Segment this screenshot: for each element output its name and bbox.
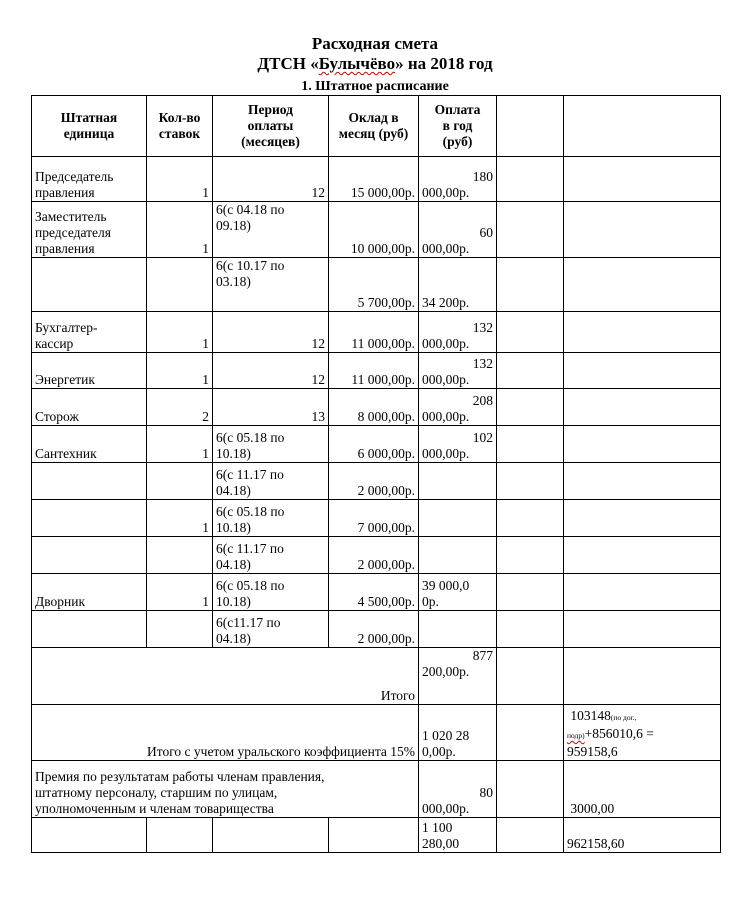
cell-period: 6(с 05.18 по 10.18) <box>213 500 329 537</box>
header-unit: Штатная единица <box>32 96 147 157</box>
cell-note <box>564 463 721 500</box>
cell-salary: 6 000,00р. <box>329 426 419 463</box>
cell-count <box>147 258 213 312</box>
header-notes <box>564 96 721 157</box>
cell-unit <box>32 500 147 537</box>
cell-note <box>564 426 721 463</box>
cell-salary: 5 700,00р. <box>329 258 419 312</box>
table-row <box>32 202 721 258</box>
cell-period: 6(с 11.17 по 04.18) <box>213 463 329 500</box>
section-title: 1. Штатное расписание <box>301 79 449 94</box>
cell-period: 6(с 04.18 по 09.18) <box>213 202 329 258</box>
cell-unit: Председатель правления <box>32 157 147 202</box>
cell-empty <box>497 258 564 312</box>
cell-salary: 11 000,00р. <box>329 353 419 389</box>
ural-total-note: 103148(по дог., подр)+856010,6 = 959158,6 <box>564 705 721 761</box>
subtitle-part-c: » на 2018 год <box>395 54 493 73</box>
cell-unit: Дворник <box>32 574 147 611</box>
cell-note <box>564 648 721 705</box>
cell-empty <box>497 611 564 648</box>
bonus-value: 80 000,00р. <box>419 761 497 818</box>
cell-year: 34 200р. <box>419 258 497 312</box>
cell-salary: 10 000,00р. <box>329 202 419 258</box>
cell-note <box>564 353 721 389</box>
cell-note <box>564 157 721 202</box>
cell-unit <box>32 611 147 648</box>
cell-count <box>147 611 213 648</box>
cell-salary: 11 000,00р. <box>329 312 419 353</box>
cell-period: 6(с 05.18 по 10.18) <box>213 574 329 611</box>
cell-empty <box>497 353 564 389</box>
cell-salary: 15 000,00р. <box>329 157 419 202</box>
cell-note <box>564 500 721 537</box>
table-row <box>32 157 721 202</box>
cell-count: 1 <box>147 312 213 353</box>
cell-empty <box>497 157 564 202</box>
cell-empty <box>497 389 564 426</box>
cell-year <box>419 611 497 648</box>
cell-unit: Энергетик <box>32 353 147 389</box>
cell-empty <box>497 312 564 353</box>
cell-year: 132 000,00р. <box>419 353 497 389</box>
cell-year <box>419 500 497 537</box>
cell-unit <box>32 463 147 500</box>
cell-salary: 2 000,00р. <box>329 611 419 648</box>
cell-count: 1 <box>147 202 213 258</box>
cell-salary: 7 000,00р. <box>329 500 419 537</box>
cell-count: 2 <box>147 389 213 426</box>
cell-period: 6(с 11.17 по 04.18) <box>213 537 329 574</box>
cell-salary: 4 500,00р. <box>329 574 419 611</box>
table-row <box>32 611 721 648</box>
cell-empty <box>497 648 564 705</box>
cell-unit <box>32 258 147 312</box>
cell-count: 1 <box>147 426 213 463</box>
cell-period: 12 <box>213 353 329 389</box>
cell-empty <box>497 761 564 818</box>
cell-empty <box>147 818 213 853</box>
subtitle-part-a: ДТСН « <box>257 54 319 73</box>
grand-total-note: 962158,60 <box>564 818 721 853</box>
cell-note <box>564 312 721 353</box>
cell-unit: Заместитель председателя правления <box>32 202 147 258</box>
table-row <box>32 426 721 463</box>
cell-empty <box>497 574 564 611</box>
cell-note <box>564 389 721 426</box>
table-row <box>32 537 721 574</box>
staff-table <box>31 95 721 853</box>
cell-year: 60 000,00р. <box>419 202 497 258</box>
ural-total-value: 1 020 28 0,00р. <box>419 705 497 761</box>
cell-salary: 2 000,00р. <box>329 537 419 574</box>
cell-period: 6(с 10.17 по 03.18) <box>213 258 329 312</box>
cell-note <box>564 258 721 312</box>
cell-empty <box>497 818 564 853</box>
document-title: Расходная смета <box>311 34 439 53</box>
cell-salary: 2 000,00р. <box>329 463 419 500</box>
cell-unit: Сторож <box>32 389 147 426</box>
cell-year: 180 000,00р. <box>419 157 497 202</box>
cell-count <box>147 537 213 574</box>
cell-note <box>564 574 721 611</box>
cell-year: 132 000,00р. <box>419 312 497 353</box>
total-value: 877 200,00р. <box>419 648 497 705</box>
ural-total-label: Итого с учетом уральского коэффициента 15% <box>32 705 419 761</box>
cell-year: 102 000,00р. <box>419 426 497 463</box>
cell-empty <box>32 818 147 853</box>
header-empty <box>497 96 564 157</box>
cell-empty <box>497 463 564 500</box>
grand-total-value: 1 100 280,00 <box>419 818 497 853</box>
grand-total-row <box>32 818 721 853</box>
cell-count <box>147 463 213 500</box>
cell-count: 1 <box>147 157 213 202</box>
cell-year: 39 000,0 0р. <box>419 574 497 611</box>
ural-total-row <box>32 705 721 761</box>
table-header-row <box>32 96 721 157</box>
header-salary: Оклад в месяц (руб) <box>329 96 419 157</box>
table-row <box>32 353 721 389</box>
cell-period: 6(с11.17 по 04.18) <box>213 611 329 648</box>
cell-period: 12 <box>213 312 329 353</box>
subtitle-name: Булычёво <box>318 54 396 73</box>
table-row <box>32 258 721 312</box>
table-row <box>32 574 721 611</box>
cell-empty <box>497 500 564 537</box>
cell-empty <box>497 426 564 463</box>
cell-year <box>419 537 497 574</box>
cell-empty <box>497 705 564 761</box>
cell-note <box>564 537 721 574</box>
cell-unit: Сантехник <box>32 426 147 463</box>
cell-count: 1 <box>147 574 213 611</box>
table-row <box>32 389 721 426</box>
cell-empty <box>497 202 564 258</box>
table-row <box>32 500 721 537</box>
cell-period: 12 <box>213 157 329 202</box>
cell-salary: 8 000,00р. <box>329 389 419 426</box>
bonus-note: 3000,00 <box>564 761 721 818</box>
cell-empty <box>329 818 419 853</box>
bonus-label: Премия по результатам работы членам правления, штатному персоналу, старшим по улицам, уполномоченным и членам товарищества <box>32 761 419 818</box>
cell-period: 13 <box>213 389 329 426</box>
total-row <box>32 648 721 705</box>
document-subtitle <box>0 54 750 74</box>
cell-count: 1 <box>147 500 213 537</box>
cell-note <box>564 202 721 258</box>
cell-count: 1 <box>147 353 213 389</box>
cell-year: 208 000,00р. <box>419 389 497 426</box>
header-count: Кол-во ставок <box>147 96 213 157</box>
total-label: Итого <box>32 648 419 705</box>
cell-period: 6(с 05.18 по 10.18) <box>213 426 329 463</box>
table-row <box>32 312 721 353</box>
header-year: Оплата в год (руб) <box>419 96 497 157</box>
bonus-row <box>32 761 721 818</box>
cell-unit <box>32 537 147 574</box>
cell-empty <box>213 818 329 853</box>
cell-note <box>564 611 721 648</box>
table-row <box>32 463 721 500</box>
cell-empty <box>497 537 564 574</box>
cell-year <box>419 463 497 500</box>
cell-unit: Бухгалтер- кассир <box>32 312 147 353</box>
header-period: Период оплаты (месяцев) <box>213 96 329 157</box>
